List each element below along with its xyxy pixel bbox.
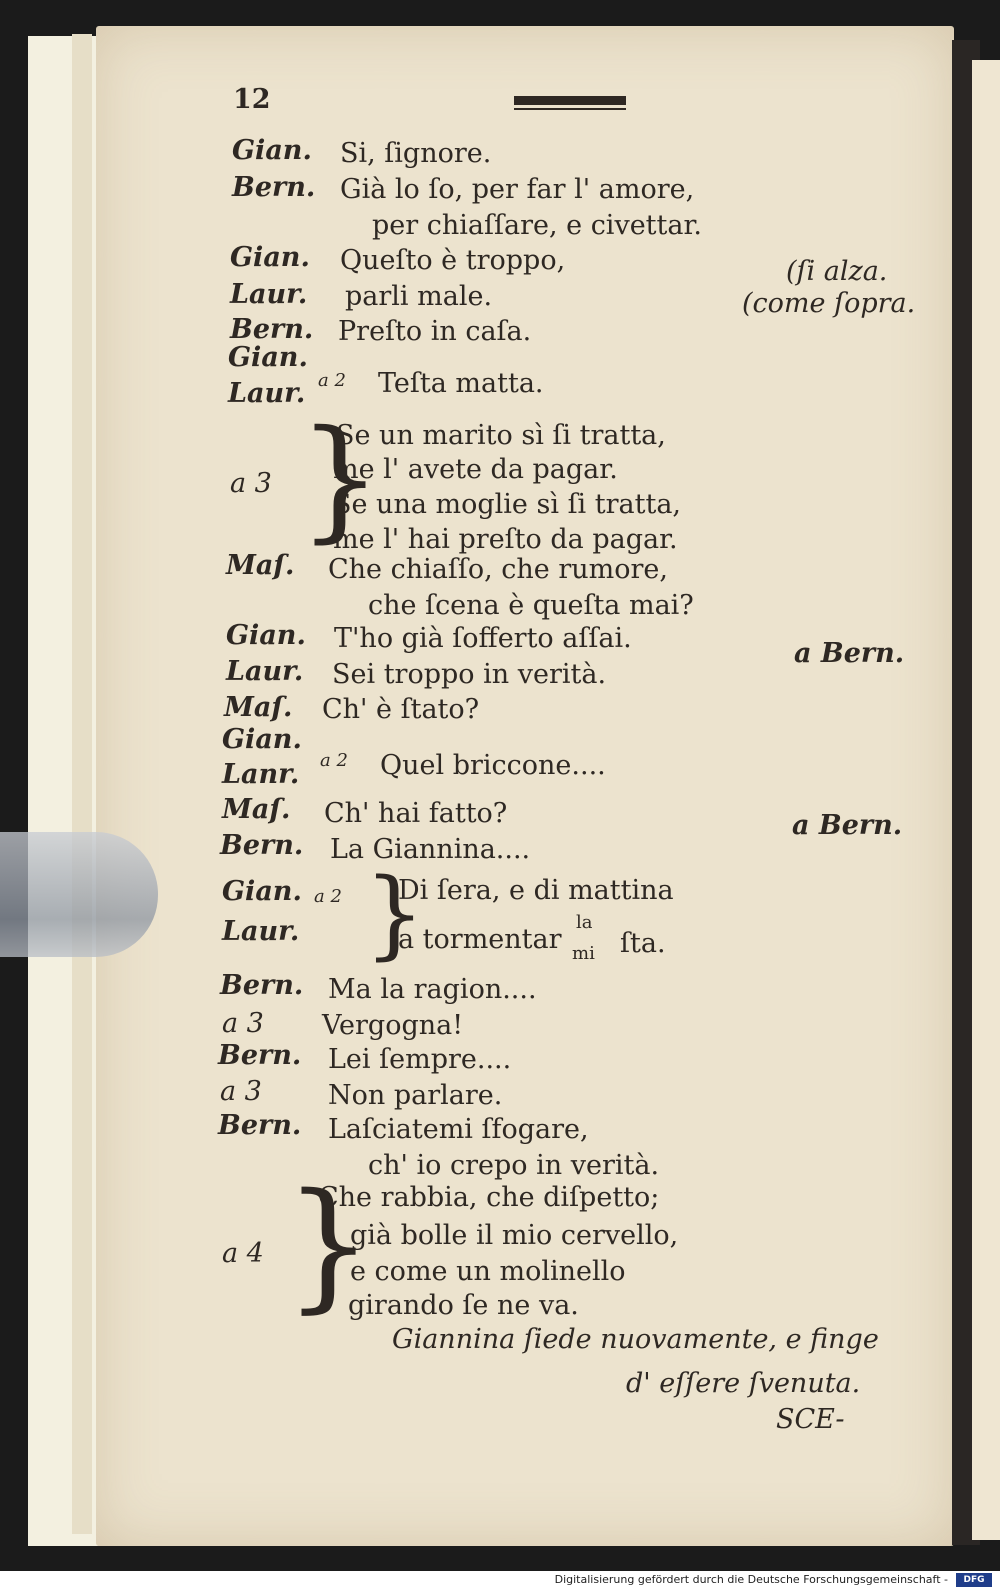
verse-line: Teſta matta. [378, 368, 544, 399]
verse-line: Laſciatemi ſfogare, [328, 1114, 589, 1145]
left-binding-shadow [72, 34, 92, 1534]
verse-line: ch' io crepo in verità. [368, 1150, 660, 1181]
verse-line: Sei troppo in verità. [332, 659, 607, 690]
verse-line: Ch' è ſtato? [322, 694, 480, 725]
page-number: 12 [233, 84, 271, 115]
stacked-syllable-bottom: mi [572, 943, 595, 964]
speaker-label: Maſ. [222, 794, 291, 825]
speaker-label: Gian. [228, 342, 308, 373]
verse-line: Si, ſignore. [340, 138, 492, 169]
catchword: SCE- [776, 1404, 845, 1435]
verse-line: Di ſera, e di mattina [398, 875, 674, 906]
speaker-label: Maſ. [226, 550, 295, 581]
ensemble-mark: a 2 [314, 886, 342, 907]
speaker-label: Gian. [222, 724, 302, 755]
verse-line: e come un molinello [350, 1256, 626, 1287]
verse-line: già bolle il mio cervello, [350, 1220, 679, 1251]
verse-line: Ch' hai fatto? [324, 798, 508, 829]
ensemble-label: a 3 [222, 1008, 264, 1039]
verse-line: Che rabbia, che diſpetto; [318, 1182, 660, 1213]
speaker-label: Gian. [222, 876, 302, 907]
speaker-label: Gian. [226, 620, 306, 651]
speaker-label: Lanr. [222, 759, 300, 790]
ensemble-mark: a 2 [320, 750, 348, 771]
verse-line: T'ho già ſofferto aſſai. [334, 623, 632, 654]
verse-line: Se una moglie sì ſi tratta, [333, 489, 682, 520]
header-rule [514, 96, 626, 105]
stage-note: (ſi alza. [786, 256, 888, 287]
verse-line: La Giannina.... [330, 834, 531, 865]
ensemble-mark: a 2 [318, 370, 346, 391]
speaker-label: Bern. [232, 172, 316, 203]
stacked-syllable-top: la [576, 912, 593, 933]
ensemble-label: a 3 [220, 1076, 262, 1107]
speaker-label: Laur. [226, 656, 304, 687]
verse-line: me l' avete da pagar. [333, 454, 618, 485]
speaker-label: Maſ. [224, 692, 293, 723]
verse-line: a tormentar [398, 924, 562, 955]
dfg-logo: DFG [956, 1573, 992, 1587]
verse-line: me l' hai preſto da pagar. [333, 524, 678, 555]
verse-line: Già lo ſo, per far l' amore, [340, 174, 695, 205]
speaker-label: Bern. [218, 1040, 302, 1071]
brace-a3: } [298, 402, 382, 556]
stage-note: a Bern. [794, 638, 905, 669]
speaker-label: Gian. [232, 135, 312, 166]
speaker-label: Laur. [228, 378, 306, 409]
speaker-label: Bern. [220, 970, 304, 1001]
speaker-label: Laur. [230, 279, 308, 310]
verse-line: Se un marito sì ſi tratta, [336, 420, 666, 451]
verse-line: Quel briccone.... [380, 750, 606, 781]
header-rule-thin [514, 108, 626, 110]
ensemble-label: a 3 [230, 468, 272, 499]
ensemble-label: a 4 [222, 1238, 264, 1269]
stage-direction: Giannina ſiede nuovamente, e finge [392, 1324, 879, 1355]
verse-line: per chiaſſare, e civettar. [372, 210, 702, 241]
speaker-label: Bern. [230, 314, 314, 345]
stage-direction: d' eſſere ſvenuta. [626, 1368, 861, 1399]
verse-line: girando ſe ne va. [348, 1290, 579, 1321]
verse-line: Che chiaſſo, che rumore, [328, 554, 668, 585]
stage-note: a Bern. [792, 810, 903, 841]
footer-credit: Digitalisierung gefördert durch die Deutsche Forschungsgemeinschaft - [0, 1571, 1000, 1589]
verse-line: Vergogna! [322, 1010, 464, 1041]
verse-line: Non parlare. [328, 1080, 503, 1111]
stage-note: (come ſopra. [742, 288, 916, 319]
speaker-label: Gian. [230, 242, 310, 273]
verse-line: Preſto in caſa. [338, 316, 532, 347]
brace-a2: } [364, 858, 426, 970]
speaker-label: Bern. [220, 830, 304, 861]
verse-line: che ſcena è queſta mai? [368, 590, 694, 621]
speaker-label: Laur. [222, 916, 300, 947]
right-page-edge [972, 60, 1000, 1540]
verse-line: Ma la ragion.... [328, 974, 537, 1005]
speaker-label: Bern. [218, 1110, 302, 1141]
verse-line: ſta. [620, 928, 666, 959]
brace-a4: } [284, 1164, 374, 1327]
verse-line: Lei ſempre.... [328, 1044, 512, 1075]
verse-line: parli male. [345, 281, 493, 312]
page-clip [0, 832, 158, 957]
verse-line: Queſto è troppo, [340, 245, 566, 276]
